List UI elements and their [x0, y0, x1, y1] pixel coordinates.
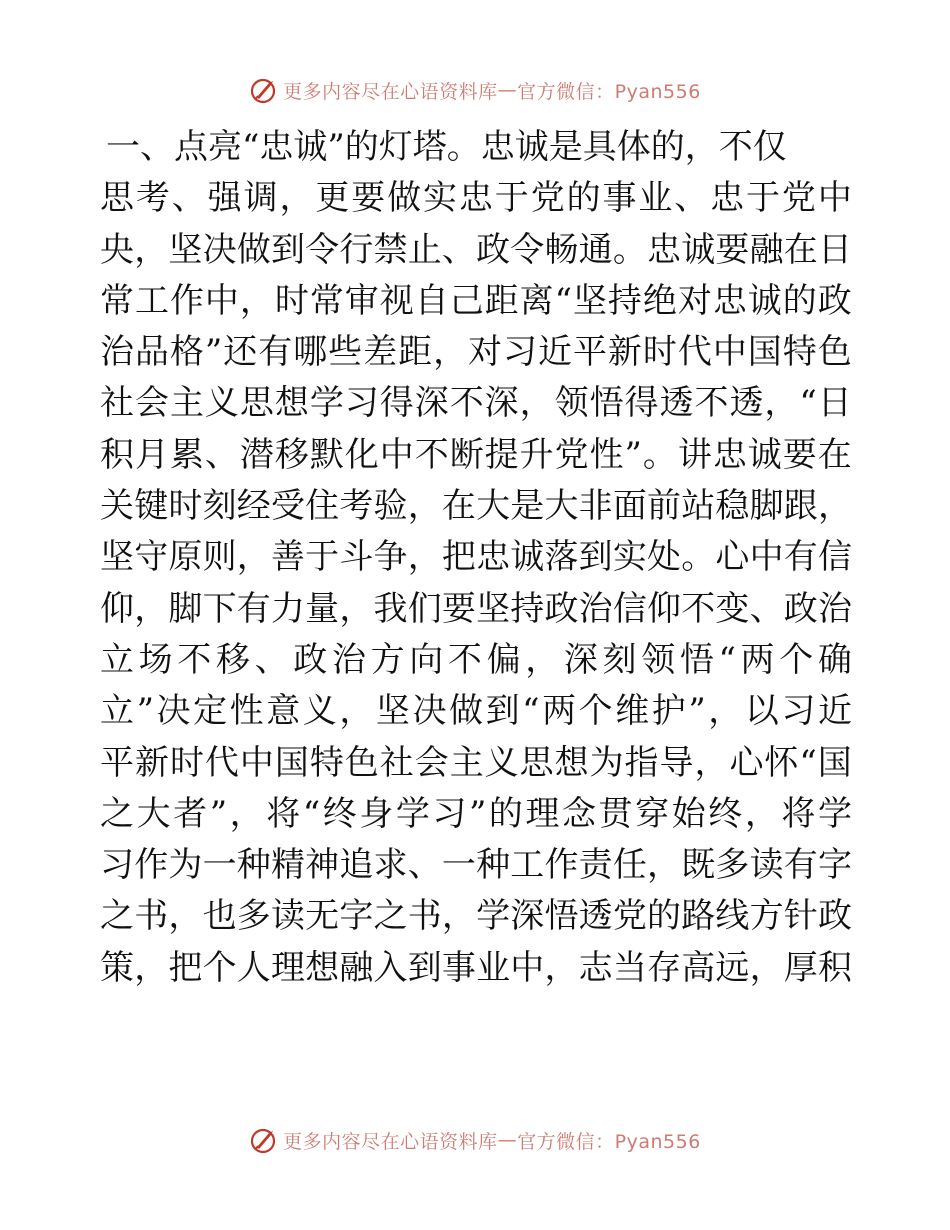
- text-line: 之 书 ， 也 多 读 无 字 之 书 ， 学 深 悟 透 党 的 路 线 方 针 政: [100, 896, 852, 937]
- text-line: 坚 守 原 则 ， 善 于 斗 争 ， 把 忠 诚 落 到 实 处 。 心 中 有 信: [100, 537, 852, 578]
- text-line: 习 作 为 一 种 精 神 追 求 、 一 种 工 作 责 任 ， 既 多 读 有 字: [100, 845, 852, 886]
- text-line: 策 ， 把 个 人 理 想 融 入 到 事 业 中 ， 志 当 存 高 远 ， 厚 积: [100, 947, 852, 988]
- watermark-brand: 更多内容尽在心语资料库: [283, 1130, 498, 1153]
- text-line: 平 新 时 代 中 国 特 色 社 会 主 义 思 想 为 指 导 ， 心 怀 “ 国: [100, 742, 852, 783]
- document-body: [100, 122, 852, 994]
- text-line: 积 月 累 、 潜 移 默 化 中 不 断 提 升 党 性 ” 。 讲 忠 诚 要 在: [100, 434, 852, 475]
- text-line: 一 、 点 亮 “ 忠 诚 ” 的 灯 塔 。 忠 诚 是 具 体 的 ， 不 仅: [106, 127, 787, 167]
- watermark-brand: 更多内容尽在心语资料库: [283, 80, 498, 103]
- text-line: 立 场 不 移 、 政 治 方 向 不 偏 ， 深 刻 领 悟 “ 两 个 确: [100, 639, 852, 680]
- text-line: 立 ” 决 定 性 意 义 ， 坚 决 做 到 “ 两 个 维 护 ” ， 以 习 近: [100, 691, 852, 732]
- watermark-separator: —: [497, 1129, 518, 1151]
- text-line: 仰 ， 脚 下 有 力 量 ， 我 们 要 坚 持 政 治 信 仰 不 变 、 政 治: [100, 588, 852, 629]
- text-line: 央 ， 坚 决 做 到 令 行 禁 止 、 政 令 畅 通 。 忠 诚 要 融 在 日: [100, 229, 852, 270]
- text-line: 治 品 格 ” 还 有 哪 些 差 距 ， 对 习 近 平 新 时 代 中 国 特 色: [100, 332, 852, 373]
- footer-watermark: [0, 1120, 950, 1160]
- watermark-contact: 官方微信：Pyan556: [517, 80, 701, 103]
- text-line: 社 会 主 义 思 想 学 习 得 深 不 深 ， 领 悟 得 透 不 透 ， “ 日: [100, 383, 852, 424]
- text-line: 思 考 、 强 调 ， 更 要 做 实 忠 于 党 的 事 业 、 忠 于 党 中: [100, 178, 852, 219]
- header-watermark: [0, 70, 950, 110]
- text-line: 常 工 作 中 ， 时 常 审 视 自 己 距 离 “ 坚 持 绝 对 忠 诚 的 政: [100, 280, 852, 321]
- quill-pen-logo-icon: [249, 1125, 279, 1155]
- quill-pen-logo-icon: [249, 75, 279, 105]
- text-line: 之 大 者 ” ， 将 “ 终 身 学 习 ” 的 理 念 贯 穿 始 终 ， 将 学: [100, 793, 852, 834]
- text-line: 关 键 时 刻 经 受 住 考 验 ， 在 大 是 大 非 面 前 站 稳 脚 跟 ，: [100, 486, 852, 527]
- watermark-contact: 官方微信：Pyan556: [517, 1130, 701, 1153]
- watermark-separator: —: [497, 79, 518, 101]
